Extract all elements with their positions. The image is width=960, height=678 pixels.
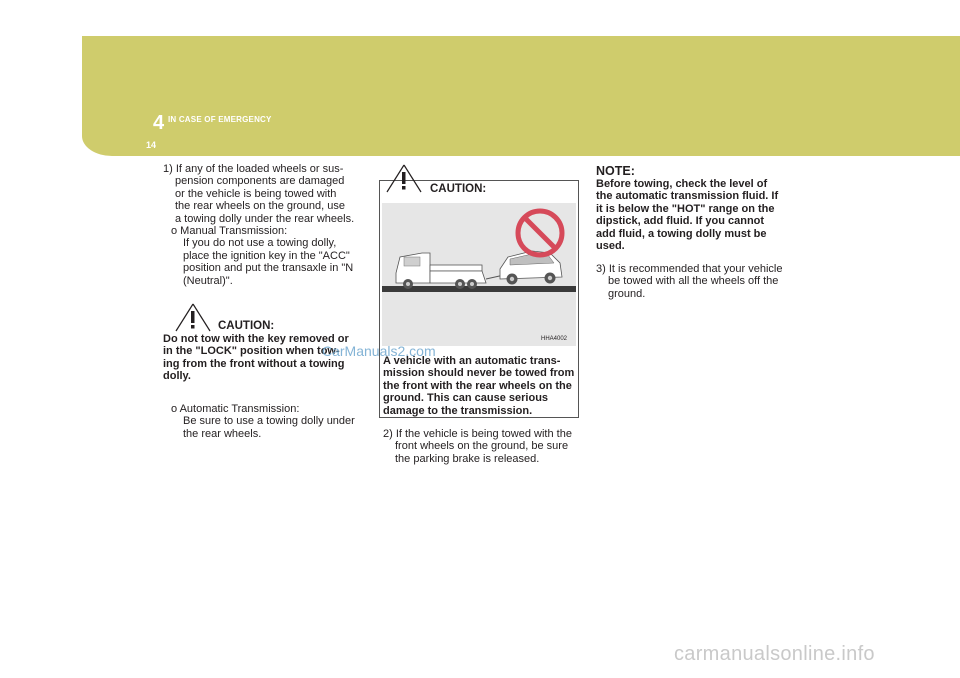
tow-truck-illustration xyxy=(382,203,576,346)
warning-triangle-icon xyxy=(174,302,212,332)
manual-transmission-paragraph xyxy=(171,225,371,287)
item-3-line: ground. xyxy=(608,287,646,300)
item-1-paragraph xyxy=(163,163,368,225)
item-2-line: the parking brake is released. xyxy=(395,452,540,465)
automatic-transmission-line: Be sure to use a towing dolly under xyxy=(183,415,355,428)
middle-caution-line: mission should never be towed from xyxy=(383,367,575,380)
note-line: the automatic transmission fluid. If xyxy=(596,190,779,203)
note-body xyxy=(596,178,786,252)
note-title: NOTE: xyxy=(596,164,635,178)
note-line: used. xyxy=(596,240,625,253)
middle-caution-line: damage to the transmission. xyxy=(383,404,533,417)
item-1-line: or the vehicle is being towed with xyxy=(175,187,337,200)
chapter-title: IN CASE OF EMERGENCY xyxy=(168,115,272,124)
manual-transmission-line: (Neutral)". xyxy=(183,274,233,287)
item-2-line: front wheels on the ground, be sure xyxy=(395,440,569,453)
manual-transmission-line: position and put the transaxle in "N xyxy=(183,262,354,275)
automatic-transmission-title: o Automatic Transmission: xyxy=(171,403,300,415)
watermark-bottom-link[interactable]: carmanualsonline.info xyxy=(674,643,875,665)
item-3-paragraph xyxy=(596,263,796,300)
page-number: 14 xyxy=(146,140,157,150)
manual-transmission-line: place the ignition key in the "ACC" xyxy=(183,249,350,262)
middle-caution-body xyxy=(383,355,575,417)
item-3-line: 3) It is recommended that your vehicle xyxy=(596,263,783,275)
left-caution-title: CAUTION: xyxy=(218,320,275,332)
manual-transmission-title: o Manual Transmission: xyxy=(171,225,288,237)
page-number-tab xyxy=(82,136,960,156)
item-1-line: pension components are damaged xyxy=(175,175,345,188)
item-1-line: a towing dolly under the rear wheels. xyxy=(175,212,355,225)
item-2-paragraph xyxy=(383,428,583,465)
middle-caution-line: A vehicle with an automatic trans- xyxy=(383,355,561,367)
note-line: add fluid, a towing dolly must be xyxy=(596,227,767,240)
towing-illustration xyxy=(382,203,576,346)
note-line: dipstick, add fluid. If you cannot xyxy=(596,215,765,228)
left-caution-line: ing from the front without a towing xyxy=(163,357,345,370)
note-line: Before towing, check the level of xyxy=(596,178,768,190)
left-caution-line: Do not tow with the key removed or xyxy=(163,333,349,345)
automatic-transmission-paragraph xyxy=(171,403,371,440)
manual-transmission-line: If you do not use a towing dolly, xyxy=(183,237,337,250)
note-line: it is below the "HOT" range on the xyxy=(596,202,775,215)
figure-code: HHA4002 xyxy=(541,336,568,342)
item-2-line: 2) If the vehicle is being towed with the xyxy=(383,428,572,440)
watermark-top-link[interactable]: CarManuals2.com xyxy=(322,343,436,359)
left-caution-line: dolly. xyxy=(163,370,191,383)
item-1-line: 1) If any of the loaded wheels or sus- xyxy=(163,163,344,175)
item-1-line: the rear wheels on the ground, use xyxy=(175,200,346,213)
chapter-number: 4 xyxy=(153,112,165,134)
middle-caution-title: CAUTION: xyxy=(430,183,487,195)
middle-caution-line: ground. This can cause serious xyxy=(383,392,549,405)
automatic-transmission-line: the rear wheels. xyxy=(183,427,262,440)
middle-caution-line: the front with the rear wheels on the xyxy=(383,379,572,392)
left-caution-line: in the "LOCK" position when tow- xyxy=(163,345,340,358)
warning-triangle-icon xyxy=(385,163,423,193)
item-3-line: be towed with all the wheels off the xyxy=(608,275,779,288)
